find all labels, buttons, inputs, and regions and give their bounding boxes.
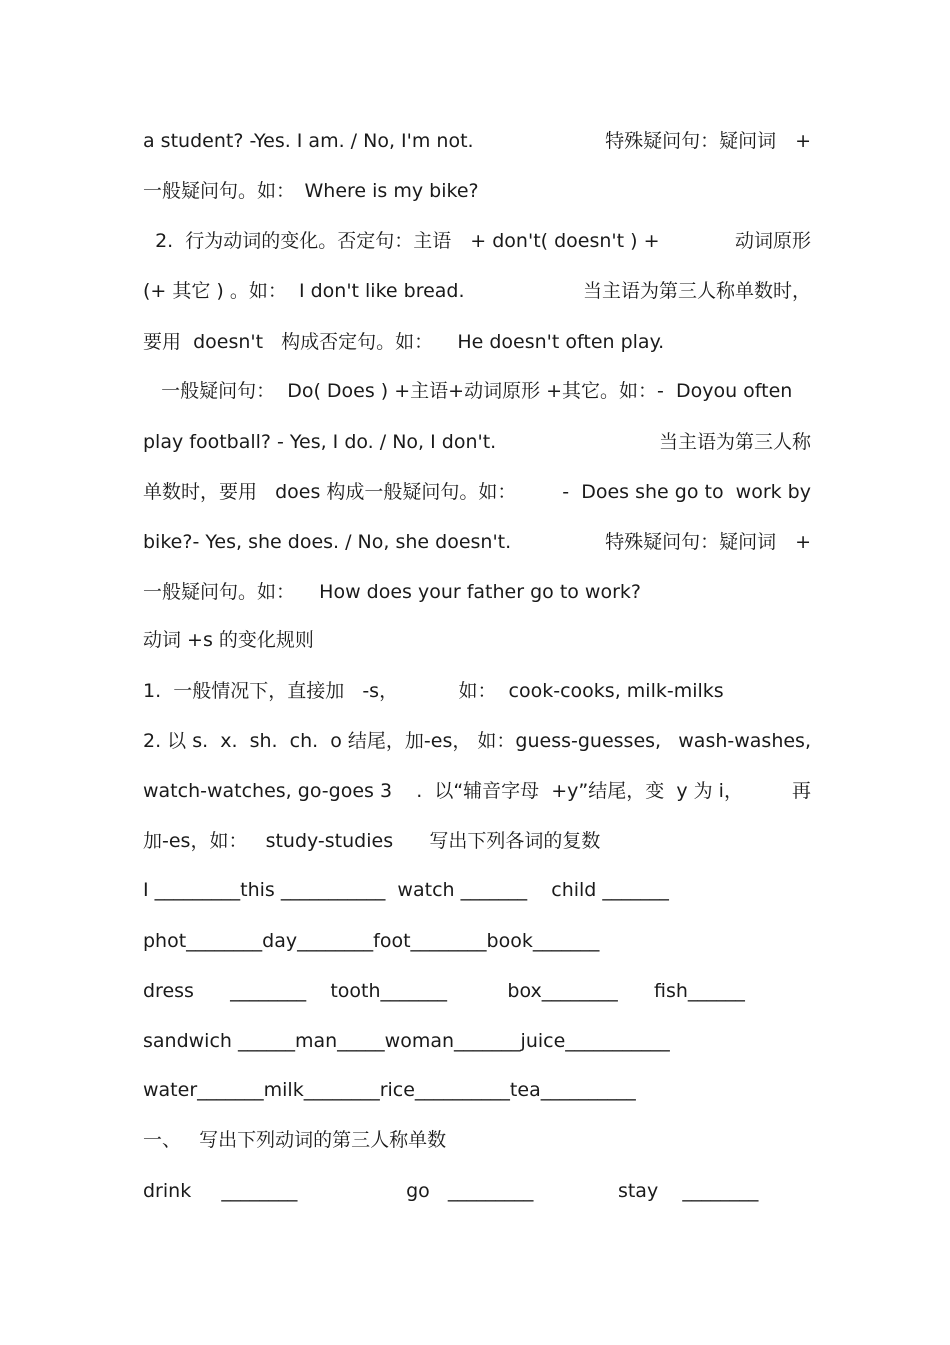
text-line (143, 580, 811, 604)
line-text: 要用 doesn't 构成否定句。如： He doesn't often play. (143, 331, 665, 353)
line-text: 1. 一般情况下，直接加 -s， 如： cook-cooks, milk-milks (143, 680, 724, 702)
line-text: sandwich ______man_____woman_______juice___________ (143, 1030, 670, 1052)
blank-exercise-line (143, 1078, 811, 1102)
line-text: 一般疑问句。如： Where is my bike? (143, 180, 479, 202)
blank-exercise-line (143, 1029, 811, 1053)
line-text: bike?- Yes, she does. / No, she doesn't. (143, 531, 512, 553)
line-text: 一般疑问句： Do( Does ) +主语+动词原形 +其它。如：- Doyou often (143, 380, 793, 402)
text-line (143, 229, 811, 253)
line-text: 一、 写出下列动词的第三人称单数 (143, 1129, 447, 1151)
text-line (143, 779, 811, 803)
line-text-right: 当主语为第三人称单数时， (582, 280, 811, 302)
line-text: 单数时，要用 does 构成一般疑问句。如： (143, 481, 517, 503)
line-text-right: 特殊疑问句：疑问词 + (605, 130, 811, 152)
text-line (143, 430, 811, 454)
text-line (143, 330, 811, 354)
blank-exercise-line (143, 979, 811, 1003)
text-line (143, 129, 811, 153)
line-text: play football? - Yes, I do. / No, I don't. (143, 431, 497, 453)
line-text-right: - Does she go to work by (562, 481, 811, 503)
text-line (143, 279, 811, 303)
text-line (143, 729, 811, 753)
blank-exercise-line (143, 878, 811, 902)
line-text: 2. 以 s. x. sh. ch. o 结尾，加-es， 如：guess-guesses, (143, 730, 662, 752)
line-text-right: 动词原形 (734, 230, 811, 252)
text-line (143, 679, 811, 703)
line-text-right: 再 (791, 780, 811, 802)
text-line (143, 179, 811, 203)
line-text-right: 特殊疑问句：疑问词 + (605, 531, 811, 553)
line-text: water_______milk________rice__________tea__________ (143, 1079, 636, 1101)
line-text: phot________day________foot________book_______ (143, 930, 600, 952)
line-text: I _________this ___________ watch _______ child _______ (143, 879, 669, 901)
line-text: 2. 行为动词的变化。否定句：主语 + don't( doesn't ) + (143, 230, 660, 252)
line-text: 加-es，如： study-studies 写出下列各词的复数 (143, 830, 601, 852)
line-text: dress ________ tooth_______ box________ fish______ (143, 980, 745, 1002)
blank-exercise-line (143, 929, 811, 953)
text-line (143, 480, 811, 504)
line-text: 一般疑问句。如： How does your father go to work? (143, 581, 641, 603)
line-text: watch-watches, go-goes 3 . 以“辅音字母 +y”结尾，变 y 为 i， (143, 780, 743, 802)
section-heading (143, 1128, 811, 1152)
text-line (143, 379, 811, 403)
line-text-right: wash-washes, (678, 730, 811, 752)
line-text-right: 当主语为第三人称 (658, 431, 811, 453)
line-text: (+ 其它 ) 。如： I don't like bread. (143, 280, 465, 302)
text-line (143, 829, 811, 853)
blank-exercise-line (143, 1179, 811, 1203)
line-text: 动词 +s 的变化规则 (143, 629, 314, 651)
section-heading (143, 628, 811, 652)
line-text: a student? -Yes. I am. / No, I'm not. (143, 130, 474, 152)
line-text: drink ________ go _________ stay ________ (143, 1180, 759, 1202)
text-line (143, 530, 811, 554)
